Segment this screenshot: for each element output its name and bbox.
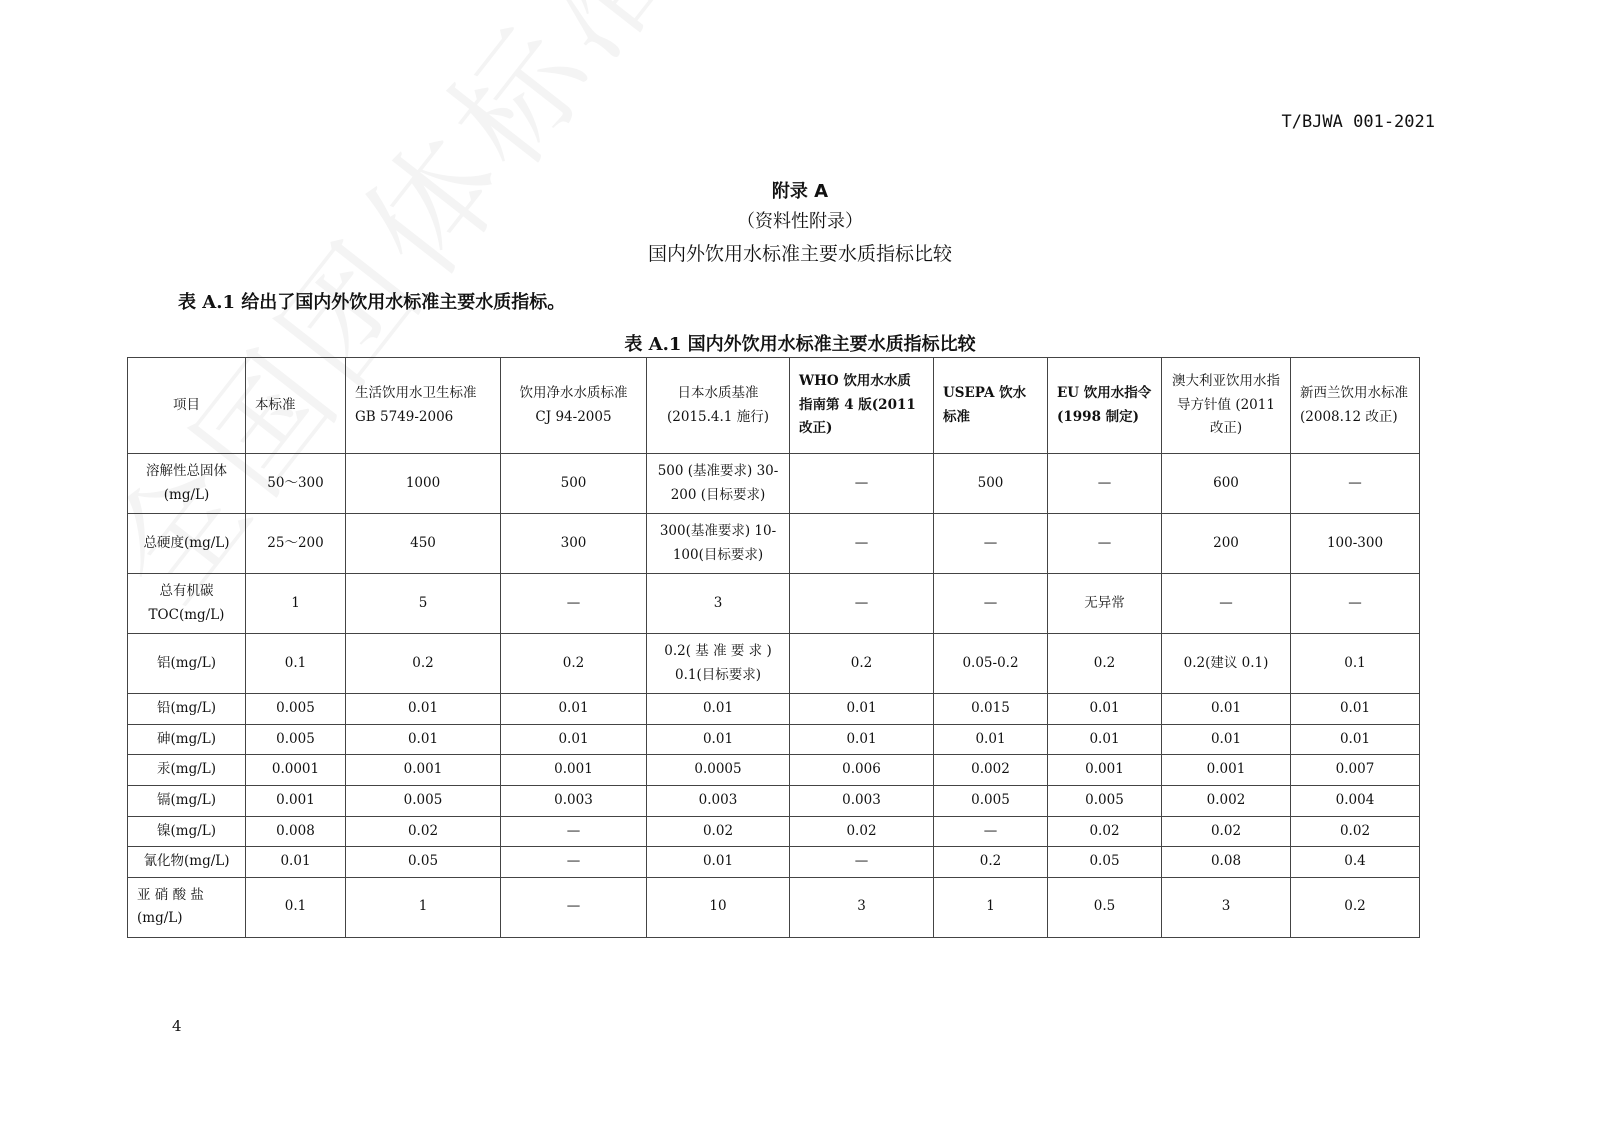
table-cell: 450 — [346, 514, 501, 574]
table-cell: 0.2 — [1048, 634, 1162, 694]
appendix-heading: 国内外饮用水标准主要水质指标比较 — [647, 243, 952, 265]
item-cell: 汞(mg/L) — [128, 755, 246, 786]
table-cell: 0.02 — [1162, 816, 1291, 847]
item-cell: 铝(mg/L) — [128, 634, 246, 694]
table-cell: 0.01 — [1291, 694, 1420, 725]
table-cell: 0.05-0.2 — [934, 634, 1048, 694]
table-cell: 100-300 — [1291, 514, 1420, 574]
table-cell: — — [790, 454, 934, 514]
table-cell: 0.2 — [1291, 877, 1420, 937]
table-cell: 1000 — [346, 454, 501, 514]
table-cell: 0.01 — [501, 694, 647, 725]
table-cell: 0.2 — [790, 634, 934, 694]
table-cell: 500 — [934, 454, 1048, 514]
table-cell: 0.1 — [246, 877, 346, 937]
table-cell: 25～200 — [246, 514, 346, 574]
table-cell: — — [790, 574, 934, 634]
table-cell: — — [501, 877, 647, 937]
table-cell: — — [501, 816, 647, 847]
appendix-title: 附录 A — [771, 181, 829, 202]
table-cell: 1 — [346, 877, 501, 937]
table-cell: 0.003 — [647, 785, 790, 816]
table-cell: 0.01 — [790, 724, 934, 755]
table-cell: — — [501, 847, 647, 878]
item-cell: 镉(mg/L) — [128, 785, 246, 816]
table-row — [128, 694, 1420, 725]
table-cell: — — [1048, 454, 1162, 514]
item-cell: 镍(mg/L) — [128, 816, 246, 847]
table-cell: 0.01 — [246, 847, 346, 878]
header-cell: 澳大利亚饮用水指导方针值 (2011 改正) — [1162, 358, 1291, 454]
table-cell: 0.2( 基 准 要 求 ) 0.1(目标要求) — [647, 634, 790, 694]
document-code: T/BJWA 001-2021 — [1281, 112, 1435, 132]
table-cell: 50～300 — [246, 454, 346, 514]
table-cell: 0.01 — [346, 724, 501, 755]
table-row — [128, 877, 1420, 937]
table-cell: 3 — [1162, 877, 1291, 937]
table-cell: — — [790, 847, 934, 878]
table-cell: — — [934, 816, 1048, 847]
intro-paragraph: 表 A.1 给出了国内外饮用水标准主要水质指标。 — [178, 292, 566, 313]
table-cell: 0.002 — [1162, 785, 1291, 816]
table-row — [128, 724, 1420, 755]
table-cell: 10 — [647, 877, 790, 937]
table-cell: 0.01 — [1048, 724, 1162, 755]
table-cell: — — [790, 514, 934, 574]
table-cell: 0.2 — [934, 847, 1048, 878]
table-row — [128, 514, 1420, 574]
table-cell: 0.05 — [346, 847, 501, 878]
table-header-row — [128, 358, 1420, 454]
table-cell: — — [934, 574, 1048, 634]
table-cell: 0.001 — [501, 755, 647, 786]
table-cell: 0.02 — [346, 816, 501, 847]
table-cell: 1 — [246, 574, 346, 634]
item-cell: 总有机碳 TOC(mg/L) — [128, 574, 246, 634]
header-cell: 生活饮用水卫生标准 GB 5749-2006 — [346, 358, 501, 454]
table-cell: 无异常 — [1048, 574, 1162, 634]
table-cell: 200 — [1162, 514, 1291, 574]
table-cell: 0.005 — [934, 785, 1048, 816]
table-cell: 3 — [790, 877, 934, 937]
table-cell: 0.001 — [1048, 755, 1162, 786]
item-cell: 氰化物(mg/L) — [128, 847, 246, 878]
table-caption: 表 A.1 国内外饮用水标准主要水质指标比较 — [624, 334, 976, 355]
item-cell: 溶解性总固体(mg/L) — [128, 454, 246, 514]
table-cell: 0.008 — [246, 816, 346, 847]
table-cell: 0.003 — [501, 785, 647, 816]
table-row — [128, 755, 1420, 786]
item-cell: 铅(mg/L) — [128, 694, 246, 725]
table-cell: 0.2(建议 0.1) — [1162, 634, 1291, 694]
table-cell: 0.001 — [1162, 755, 1291, 786]
table-cell: 0.01 — [647, 694, 790, 725]
table-cell: — — [1162, 574, 1291, 634]
header-cell: WHO 饮用水水质指南第 4 版(2011 改正) — [790, 358, 934, 454]
table-row — [128, 634, 1420, 694]
table-cell: — — [1291, 574, 1420, 634]
table-cell: 0.08 — [1162, 847, 1291, 878]
table-cell: — — [1048, 514, 1162, 574]
table-cell: 0.02 — [1291, 816, 1420, 847]
header-cell: 项目 — [128, 358, 246, 454]
table-row — [128, 816, 1420, 847]
table-cell: 600 — [1162, 454, 1291, 514]
table-cell: — — [934, 514, 1048, 574]
header-cell: 新西兰饮用水标准 (2008.12 改正) — [1291, 358, 1420, 454]
table-cell: 0.01 — [1162, 694, 1291, 725]
table-row — [128, 574, 1420, 634]
item-cell: 砷(mg/L) — [128, 724, 246, 755]
table-cell: 0.0005 — [647, 755, 790, 786]
table-row — [128, 785, 1420, 816]
table-cell: 0.015 — [934, 694, 1048, 725]
table-cell: 0.006 — [790, 755, 934, 786]
table-cell: 0.005 — [1048, 785, 1162, 816]
table-cell: 0.2 — [501, 634, 647, 694]
table-cell: 0.01 — [1291, 724, 1420, 755]
table-cell: 5 — [346, 574, 501, 634]
item-cell: 亚 硝 酸 盐 (mg/L) — [128, 877, 246, 937]
table-cell: 0.01 — [1162, 724, 1291, 755]
table-cell: — — [501, 574, 647, 634]
table-cell: 300(基准要求) 10-100(目标要求) — [647, 514, 790, 574]
table-cell: 0.05 — [1048, 847, 1162, 878]
table-cell: 0.003 — [790, 785, 934, 816]
header-cell: 饮用净水水质标准 CJ 94-2005 — [501, 358, 647, 454]
table-cell: 0.002 — [934, 755, 1048, 786]
table-cell: 0.02 — [647, 816, 790, 847]
table-cell: 0.004 — [1291, 785, 1420, 816]
table-cell: 0.2 — [346, 634, 501, 694]
comparison-table — [127, 357, 1420, 938]
table-cell: 300 — [501, 514, 647, 574]
table-cell: 0.02 — [1048, 816, 1162, 847]
table-cell: 0.1 — [1291, 634, 1420, 694]
table-cell: 0.01 — [346, 694, 501, 725]
table-cell: 0.1 — [246, 634, 346, 694]
table-cell: 0.007 — [1291, 755, 1420, 786]
table-cell: — — [1291, 454, 1420, 514]
appendix-subtitle: （资料性附录） — [737, 211, 863, 232]
table-cell: 0.001 — [346, 755, 501, 786]
table-cell: 0.01 — [790, 694, 934, 725]
table-row — [128, 454, 1420, 514]
header-cell: 日本水质基准 (2015.4.1 施行) — [647, 358, 790, 454]
header-cell: EU 饮用水指令(1998 制定) — [1048, 358, 1162, 454]
table-cell: 0.005 — [246, 694, 346, 725]
table-cell: 500 — [501, 454, 647, 514]
item-cell: 总硬度(mg/L) — [128, 514, 246, 574]
table-cell: 0.5 — [1048, 877, 1162, 937]
table-cell: 0.001 — [246, 785, 346, 816]
table-cell: 0.01 — [501, 724, 647, 755]
page-number: 4 — [172, 1017, 182, 1035]
table-cell: 0.0001 — [246, 755, 346, 786]
table-cell: 0.01 — [647, 847, 790, 878]
header-cell: USEPA 饮水标准 — [934, 358, 1048, 454]
table-cell: 500 (基准要求) 30-200 (目标要求) — [647, 454, 790, 514]
table-row — [128, 847, 1420, 878]
table-cell: 0.01 — [1048, 694, 1162, 725]
table-cell: 0.005 — [246, 724, 346, 755]
table-cell: 0.005 — [346, 785, 501, 816]
table-cell: 0.4 — [1291, 847, 1420, 878]
table-cell: 1 — [934, 877, 1048, 937]
table-cell: 0.02 — [790, 816, 934, 847]
table-cell: 3 — [647, 574, 790, 634]
table-cell: 0.01 — [647, 724, 790, 755]
header-cell: 本标准 — [246, 358, 346, 454]
table-cell: 0.01 — [934, 724, 1048, 755]
